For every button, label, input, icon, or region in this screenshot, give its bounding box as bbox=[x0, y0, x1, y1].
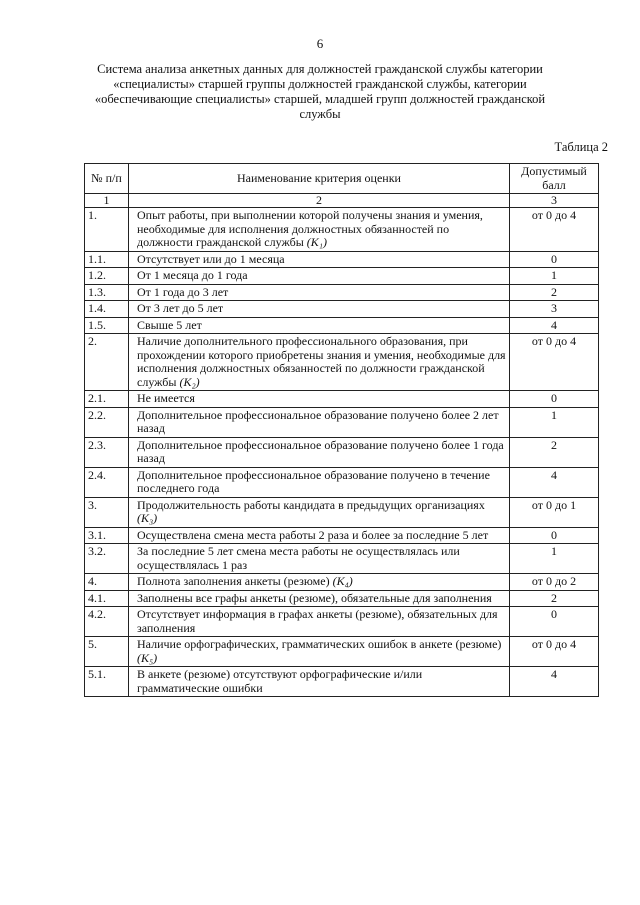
criterion-cell bbox=[129, 437, 510, 467]
criterion-factor: (K₃) bbox=[137, 511, 158, 525]
row-number: 4.2. bbox=[85, 607, 129, 637]
criterion-text: Свыше 5 лет bbox=[137, 317, 202, 332]
criterion-text: Наличие дополнительного профессионального образования, при прохождении которого приобретены знания и умения, необходимые для исполнения должностных обязанностей по должности гражданской службы bbox=[137, 334, 506, 389]
table-row bbox=[85, 317, 599, 334]
score-cell: 0 bbox=[510, 251, 599, 268]
criterion-text: Не имеется bbox=[137, 391, 195, 405]
criterion-text: От 1 года до 3 лет bbox=[137, 284, 229, 299]
criterion-text: Продолжительность работы кандидата в предыдущих организациях bbox=[137, 497, 485, 512]
criterion-cell bbox=[129, 407, 510, 437]
row-number: 1.4. bbox=[85, 301, 129, 318]
criterion-text: Отсутствует или до 1 месяца bbox=[137, 251, 285, 266]
row-number: 1. bbox=[85, 208, 129, 252]
row-number: 5. bbox=[85, 637, 129, 667]
criterion-cell bbox=[129, 301, 510, 318]
criterion-cell bbox=[129, 637, 510, 667]
criterion-cell bbox=[129, 284, 510, 301]
table-header-row bbox=[85, 164, 599, 194]
table-row bbox=[85, 667, 599, 697]
score-cell: 0 bbox=[510, 527, 599, 544]
table-row bbox=[85, 208, 599, 252]
criterion-text: В анкете (резюме) отсутствуют орфографические и/или грамматические ошибки bbox=[137, 667, 423, 695]
table-row bbox=[85, 407, 599, 437]
criterion-text: За последние 5 лет смена места работы не осуществлялась или осуществлялась 1 раз bbox=[137, 544, 460, 572]
score-cell: 2 bbox=[510, 437, 599, 467]
criterion-cell bbox=[129, 251, 510, 268]
score-cell: от 0 до 4 bbox=[510, 637, 599, 667]
row-number: 5.1. bbox=[85, 667, 129, 697]
column-number: 3 bbox=[510, 194, 599, 208]
table-row bbox=[85, 334, 599, 391]
criteria-table bbox=[84, 163, 599, 697]
criterion-text: Дополнительное профессиональное образование получено более 1 года назад bbox=[137, 437, 504, 465]
table-label: Таблица 2 bbox=[554, 140, 608, 154]
table-row bbox=[85, 497, 599, 527]
header-criterion: Наименование критерия оценки bbox=[129, 164, 510, 194]
table-row bbox=[85, 607, 599, 637]
score-cell: 4 bbox=[510, 467, 599, 497]
criterion-cell bbox=[129, 467, 510, 497]
score-cell: от 0 до 4 bbox=[510, 208, 599, 252]
criterion-factor: (K₂) bbox=[179, 374, 200, 389]
row-number: 2.1. bbox=[85, 391, 129, 408]
table-row bbox=[85, 251, 599, 268]
criterion-text: От 1 месяца до 1 года bbox=[137, 268, 248, 282]
criterion-cell bbox=[129, 590, 510, 607]
score-cell: 3 bbox=[510, 301, 599, 318]
score-cell: 1 bbox=[510, 407, 599, 437]
criterion-cell bbox=[129, 497, 510, 527]
criterion-text: Дополнительное профессиональное образование получено более 2 лет назад bbox=[137, 407, 499, 435]
table-row bbox=[85, 527, 599, 544]
criterion-cell bbox=[129, 268, 510, 285]
table-row bbox=[85, 284, 599, 301]
criterion-text: Опыт работы, при выполнении которой получены знания и умения, необходимые для исполнения должностных обязанностей по должности гражданской службы bbox=[137, 208, 483, 249]
table-row bbox=[85, 301, 599, 318]
criterion-text: Наличие орфографических, грамматических ошибок в анкете (резюме) bbox=[137, 637, 502, 651]
document-title: Система анализа анкетных данных для должностей гражданской службы категории «специалисты» старшей группы должностей гражданской службы, категории «обеспечивающие специалисты» старшей, младшей групп должностей гражданской службы bbox=[94, 62, 546, 121]
column-number: 2 bbox=[129, 194, 510, 208]
table-row bbox=[85, 637, 599, 667]
criterion-factor: (K₁) bbox=[306, 235, 327, 249]
score-cell: от 0 до 1 bbox=[510, 497, 599, 527]
score-cell: 4 bbox=[510, 317, 599, 334]
score-cell: 1 bbox=[510, 544, 599, 574]
criterion-text: Заполнены все графы анкеты (резюме), обязательные для заполнения bbox=[137, 590, 492, 605]
row-number: 3. bbox=[85, 497, 129, 527]
table-row bbox=[85, 391, 599, 408]
criterion-cell bbox=[129, 574, 510, 591]
row-number: 2.4. bbox=[85, 467, 129, 497]
criterion-factor: (K₅) bbox=[137, 650, 158, 665]
table-row bbox=[85, 467, 599, 497]
table-row bbox=[85, 574, 599, 591]
score-cell: 1 bbox=[510, 268, 599, 285]
header-score: Допустимый балл bbox=[510, 164, 599, 194]
row-number: 3.1. bbox=[85, 527, 129, 544]
row-number: 4.1. bbox=[85, 590, 129, 607]
criterion-cell bbox=[129, 607, 510, 637]
criterion-text: Полнота заполнения анкеты (резюме) bbox=[137, 574, 330, 588]
criterion-text: Осуществлена смена места работы 2 раза и более за последние 5 лет bbox=[137, 527, 489, 542]
table-row bbox=[85, 544, 599, 574]
row-number: 2.3. bbox=[85, 437, 129, 467]
criterion-text: Отсутствует информация в графах анкеты (резюме), обязательных для заполнения bbox=[137, 607, 498, 635]
criterion-cell bbox=[129, 527, 510, 544]
score-cell: 0 bbox=[510, 607, 599, 637]
score-cell: 4 bbox=[510, 667, 599, 697]
criterion-cell bbox=[129, 544, 510, 574]
criterion-cell bbox=[129, 334, 510, 391]
score-cell: от 0 до 4 bbox=[510, 334, 599, 391]
row-number: 3.2. bbox=[85, 544, 129, 574]
criterion-cell bbox=[129, 391, 510, 408]
criterion-cell bbox=[129, 317, 510, 334]
table-row bbox=[85, 437, 599, 467]
score-cell: от 0 до 2 bbox=[510, 574, 599, 591]
criterion-text: Дополнительное профессиональное образование получено в течение последнего года bbox=[137, 467, 490, 495]
row-number: 1.1. bbox=[85, 251, 129, 268]
row-number: 2. bbox=[85, 334, 129, 391]
score-cell: 2 bbox=[510, 284, 599, 301]
page-number: 6 bbox=[316, 36, 324, 51]
row-number: 1.2. bbox=[85, 268, 129, 285]
criterion-factor: (K₄) bbox=[332, 574, 353, 588]
table-row bbox=[85, 268, 599, 285]
score-cell: 0 bbox=[510, 391, 599, 408]
row-number: 1.3. bbox=[85, 284, 129, 301]
row-number: 4. bbox=[85, 574, 129, 591]
table-row bbox=[85, 590, 599, 607]
row-number: 1.5. bbox=[85, 317, 129, 334]
score-cell: 2 bbox=[510, 590, 599, 607]
column-number: 1 bbox=[85, 194, 129, 208]
criterion-cell bbox=[129, 208, 510, 252]
criterion-text: От 3 лет до 5 лет bbox=[137, 301, 224, 315]
column-number-row bbox=[85, 194, 599, 208]
header-number: № п/п bbox=[85, 164, 129, 194]
criterion-cell bbox=[129, 667, 510, 697]
row-number: 2.2. bbox=[85, 407, 129, 437]
